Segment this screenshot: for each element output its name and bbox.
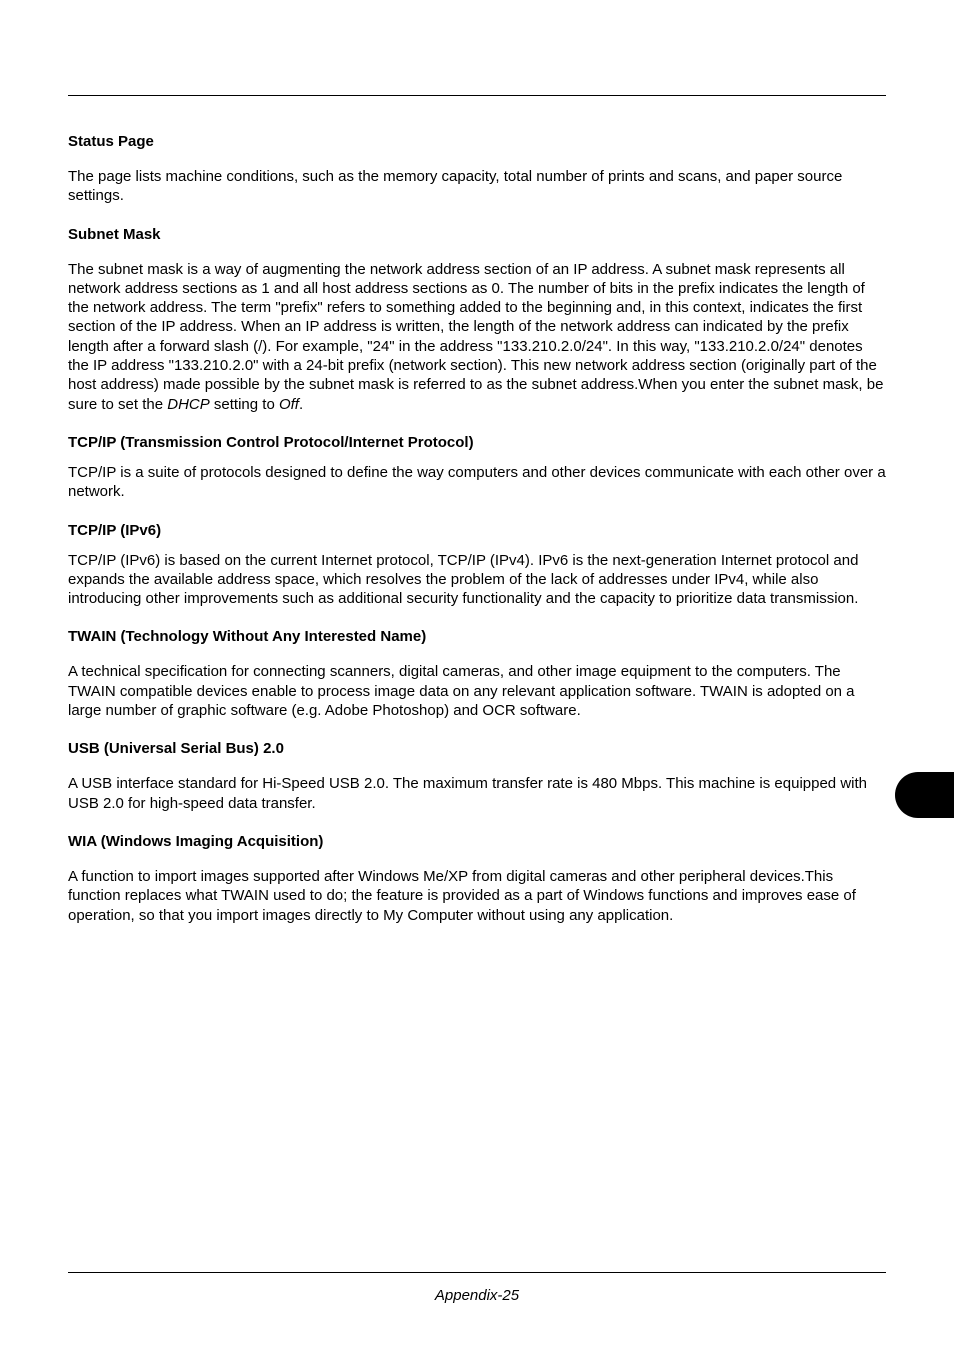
entry-status-page xyxy=(68,132,886,206)
term-description: A function to import images supported after Windows Me/XP from digital cameras and other peripheral devices.This function replaces what TWAIN used to do; the feature is provided as a part of Windows functions and improves ease of operation, so that you import images directly to My Computer without using any application. xyxy=(68,867,856,924)
entry-wia xyxy=(68,832,886,925)
off-emphasis: Off xyxy=(278,395,299,413)
description-text: The subnet mask is a way of augmenting the network address section of an IP address. A subnet mask represents all network address sections as 1 and all host address sections as 0. The number of bits in the prefix indicates the length of the network address. The term "prefix" refers to something added to the beginning and, in this context, indicates the first section of the IP address. When an IP address is written, the length of the network address can indicated by the prefix length after a forward slash (/). For example, "24" in the address "133.210.2.0/24". In this way, "133.210.2.0/24" denotes the IP address "133.210.2.0" with a 24-bit prefix (network section). This new network address section (originally part of the host address) made possible by the subnet mask is referred to as the subnet address.When you enter the subnet mask, be sure to set the xyxy=(68,260,884,413)
term-heading: Subnet Mask xyxy=(68,225,161,243)
description-text: setting to xyxy=(209,395,279,413)
entry-tcp-ip-ipv6 xyxy=(68,521,886,609)
term-heading: WIA (Windows Imaging Acquisition) xyxy=(68,832,324,850)
glossary-content xyxy=(68,132,886,925)
term-heading: TCP/IP (IPv6) xyxy=(68,521,162,539)
header-rule xyxy=(68,95,886,96)
term-heading: TWAIN (Technology Without Any Interested Name) xyxy=(68,628,427,646)
term-description: A technical specification for connecting scanners, digital cameras, and other image equipment to the computers. The TWAIN compatible devices enable to process image data on any relevant application software. TWAIN is adopted on a large number of graphic software (e.g. Adobe Photoshop) and OCR software. xyxy=(68,663,855,720)
footer-rule xyxy=(68,1272,886,1273)
term-description: The page lists machine conditions, such as the memory capacity, total number of prints and scans, and paper source settings. xyxy=(68,168,843,205)
chapter-tab-marker xyxy=(895,772,954,818)
term-heading: TCP/IP (Transmission Control Protocol/Internet Protocol) xyxy=(68,433,474,451)
page-number: Appendix-25 xyxy=(434,1287,520,1304)
dhcp-emphasis: DHCP xyxy=(167,395,210,413)
entry-subnet-mask xyxy=(68,225,886,414)
description-text: . xyxy=(298,395,304,413)
entry-tcp-ip xyxy=(68,433,886,502)
term-description: A USB interface standard for Hi-Speed USB 2.0. The maximum transfer rate is 480 Mbps. This machine is equipped with USB 2.0 for high-speed data transfer. xyxy=(68,775,867,812)
term-description xyxy=(68,260,886,414)
entry-usb xyxy=(68,739,886,813)
term-heading: USB (Universal Serial Bus) 2.0 xyxy=(68,740,284,758)
entry-twain xyxy=(68,627,886,720)
term-description: TCP/IP (IPv6) is based on the current Internet protocol, TCP/IP (IPv4). IPv6 is the next-generation Internet protocol and expands the available address space, which resolves the problem of the lack of addresses under IPv4, while also introducing other improvements such as additional security functionality and the capacity to prioritize data transmission. xyxy=(68,551,859,608)
term-heading: Status Page xyxy=(68,133,154,150)
term-description: TCP/IP is a suite of protocols designed to define the way computers and other devices communicate with each other over a network. xyxy=(68,463,886,501)
